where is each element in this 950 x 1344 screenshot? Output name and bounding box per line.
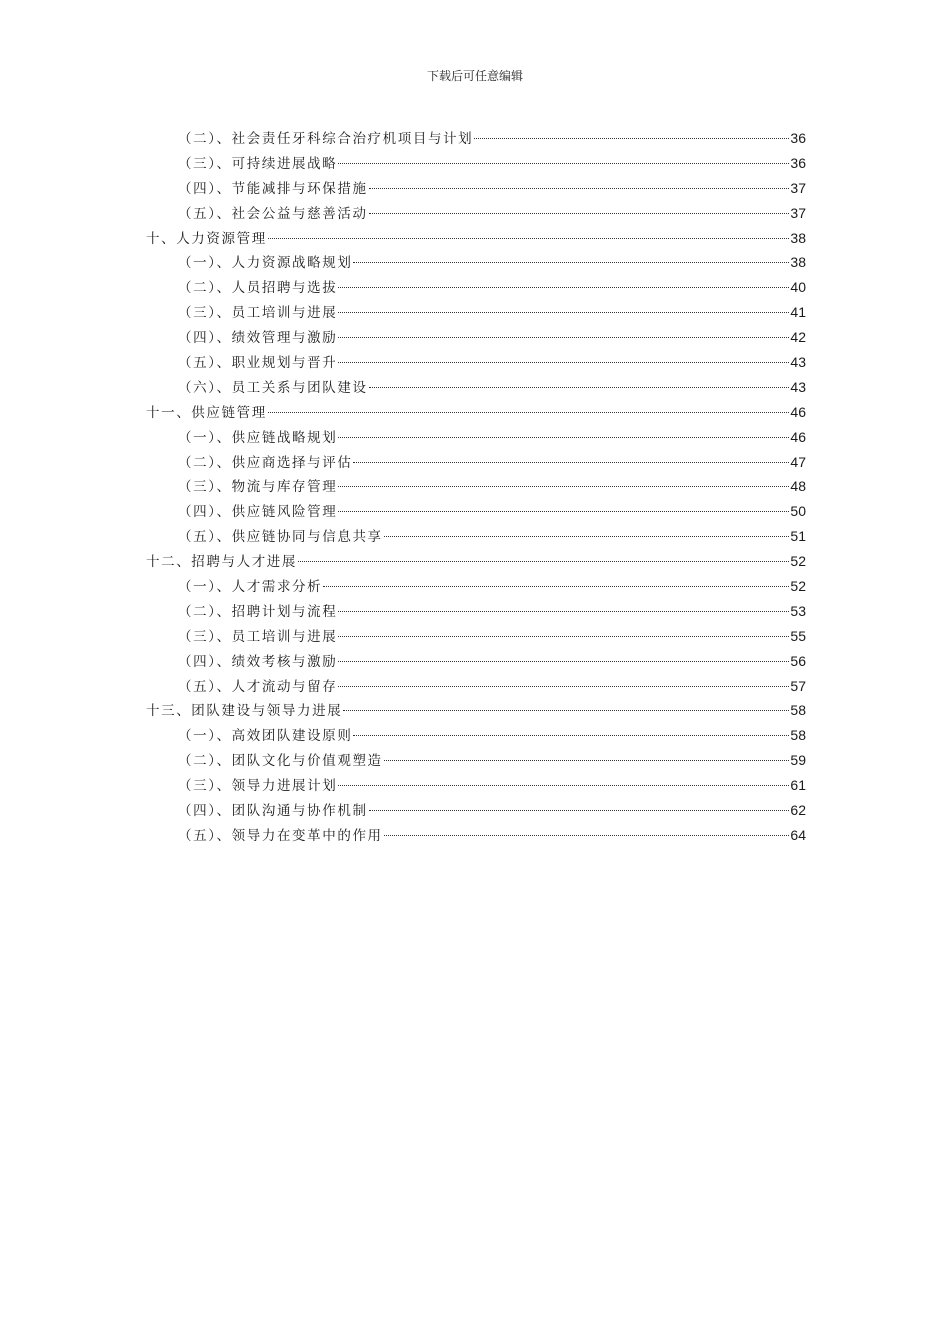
toc-entry-page: 55 bbox=[790, 627, 806, 644]
toc-entry[interactable] bbox=[146, 300, 806, 325]
toc-dot-leader bbox=[338, 785, 789, 786]
toc-entry-title: （五）、供应链协同与信息共享 bbox=[178, 529, 383, 546]
toc-entry-page: 38 bbox=[790, 254, 806, 271]
toc-entry[interactable] bbox=[146, 574, 806, 599]
toc-dot-leader bbox=[338, 163, 789, 164]
toc-entry-page: 59 bbox=[790, 752, 806, 769]
toc-entry[interactable] bbox=[146, 350, 806, 375]
toc-entry-page: 46 bbox=[790, 403, 806, 420]
toc-entry-page: 52 bbox=[790, 578, 806, 595]
toc-entry-title: 十一、供应链管理 bbox=[146, 404, 267, 421]
toc-entry[interactable] bbox=[146, 624, 806, 649]
toc-dot-leader bbox=[323, 586, 789, 587]
toc-entry-title: （五）、人才流动与留存 bbox=[178, 678, 338, 695]
toc-entry-page: 57 bbox=[790, 677, 806, 694]
toc-dot-leader bbox=[474, 138, 789, 139]
toc-entry[interactable] bbox=[146, 698, 806, 723]
toc-entry[interactable] bbox=[146, 450, 806, 475]
toc-entry-page: 58 bbox=[790, 727, 806, 744]
toc-entry-title: （四）、供应链风险管理 bbox=[178, 504, 338, 521]
toc-entry[interactable] bbox=[146, 250, 806, 275]
toc-dot-leader bbox=[338, 661, 789, 662]
toc-entry-title: 十、人力资源管理 bbox=[146, 230, 267, 247]
toc-entry[interactable] bbox=[146, 375, 806, 400]
toc-dot-leader bbox=[338, 486, 789, 487]
toc-dot-leader bbox=[384, 760, 790, 761]
toc-entry-title: （二）、团队文化与价值观塑造 bbox=[178, 753, 383, 770]
toc-entry-title: （四）、节能减排与环保措施 bbox=[178, 180, 368, 197]
toc-entry[interactable] bbox=[146, 773, 806, 798]
toc-entry-title: （二）、社会责任牙科综合治疗机项目与计划 bbox=[178, 131, 474, 147]
toc-entry-title: 十二、招聘与人才进展 bbox=[146, 554, 297, 571]
toc-dot-leader bbox=[298, 561, 789, 562]
toc-dot-leader bbox=[384, 536, 790, 537]
toc-entry-page: 56 bbox=[790, 652, 806, 669]
toc-dot-leader bbox=[338, 636, 789, 637]
toc-entry[interactable] bbox=[146, 400, 806, 425]
toc-entry[interactable] bbox=[146, 524, 806, 549]
toc-entry[interactable] bbox=[146, 748, 806, 773]
toc-entry-title: （三）、物流与库存管理 bbox=[178, 479, 338, 496]
toc-entry-page: 36 bbox=[790, 154, 806, 171]
toc-entry-title: （五）、社会公益与慈善活动 bbox=[178, 205, 368, 222]
toc-entry-title: （一）、高效团队建设原则 bbox=[178, 728, 353, 745]
toc-entry-title: （一）、供应链战略规划 bbox=[178, 429, 338, 446]
toc-entry-page: 52 bbox=[790, 553, 806, 570]
toc-entry-title: （二）、招聘计划与流程 bbox=[178, 603, 338, 620]
toc-dot-leader bbox=[268, 412, 790, 413]
toc-entry-page: 42 bbox=[790, 329, 806, 346]
toc-entry[interactable] bbox=[146, 425, 806, 450]
toc-entry[interactable] bbox=[146, 275, 806, 300]
toc-entry-page: 36 bbox=[790, 130, 806, 146]
toc-entry-page: 51 bbox=[790, 528, 806, 545]
toc-entry-page: 61 bbox=[790, 777, 806, 794]
toc-entry-page: 48 bbox=[790, 478, 806, 495]
toc-entry[interactable] bbox=[146, 474, 806, 499]
toc-entry[interactable] bbox=[146, 599, 806, 624]
toc-entry-page: 40 bbox=[790, 279, 806, 296]
toc-entry-title: （二）、人员招聘与选拔 bbox=[178, 280, 338, 297]
toc-entry[interactable] bbox=[146, 151, 806, 176]
toc-entry-page: 50 bbox=[790, 503, 806, 520]
toc-entry-title: （四）、绩效管理与激励 bbox=[178, 330, 338, 347]
toc-dot-leader bbox=[338, 437, 789, 438]
toc-entry-page: 47 bbox=[790, 453, 806, 470]
toc-entry-page: 38 bbox=[790, 229, 806, 246]
toc-entry-page: 58 bbox=[790, 702, 806, 719]
toc-entry-title: （二）、供应商选择与评估 bbox=[178, 454, 353, 471]
toc-entry-page: 64 bbox=[790, 826, 806, 843]
toc-entry[interactable] bbox=[146, 126, 806, 151]
toc-entry[interactable] bbox=[146, 201, 806, 226]
toc-entry-page: 46 bbox=[790, 428, 806, 445]
toc-entry[interactable] bbox=[146, 798, 806, 823]
toc-entry-page: 62 bbox=[790, 802, 806, 819]
toc-entry[interactable] bbox=[146, 226, 806, 251]
toc-entry[interactable] bbox=[146, 723, 806, 748]
toc-dot-leader bbox=[369, 188, 790, 189]
toc-dot-leader bbox=[338, 611, 789, 612]
toc-dot-leader bbox=[338, 312, 789, 313]
toc-entry-title: （一）、人力资源战略规划 bbox=[178, 255, 353, 272]
toc-entry-page: 43 bbox=[790, 378, 806, 395]
toc-dot-leader bbox=[338, 511, 789, 512]
toc-entry[interactable] bbox=[146, 549, 806, 574]
toc-entry-title: （五）、领导力在变革中的作用 bbox=[178, 827, 383, 844]
toc-dot-leader bbox=[268, 238, 790, 239]
toc-entry-title: （三）、领导力进展计划 bbox=[178, 778, 338, 795]
toc-dot-leader bbox=[338, 686, 789, 687]
toc-dot-leader bbox=[343, 710, 789, 711]
toc-dot-leader bbox=[369, 213, 790, 214]
toc-entry-title: （四）、绩效考核与激励 bbox=[178, 653, 338, 670]
toc-dot-leader bbox=[338, 362, 789, 363]
toc-entry-title: （一）、人才需求分析 bbox=[178, 579, 323, 596]
toc-entry[interactable] bbox=[146, 499, 806, 524]
page-header-note: 下载后可任意编辑 bbox=[426, 69, 523, 83]
toc-entry-page: 43 bbox=[790, 354, 806, 371]
toc-entry[interactable] bbox=[146, 674, 806, 699]
toc-dot-leader bbox=[353, 462, 789, 463]
toc-entry-title: （五）、职业规划与晋升 bbox=[178, 355, 338, 372]
toc-entry-page: 41 bbox=[790, 304, 806, 321]
toc-entry-page: 37 bbox=[790, 179, 806, 196]
toc-entry-page: 53 bbox=[790, 602, 806, 619]
toc-entry-title: （六）、员工关系与团队建设 bbox=[178, 379, 368, 396]
toc-entry-title: （三）、可持续进展战略 bbox=[178, 155, 338, 172]
table-of-contents bbox=[146, 126, 806, 848]
toc-dot-leader bbox=[384, 835, 790, 836]
toc-entry-title: （四）、团队沟通与协作机制 bbox=[178, 803, 368, 820]
toc-dot-leader bbox=[338, 287, 789, 288]
toc-dot-leader bbox=[338, 337, 789, 338]
toc-entry[interactable] bbox=[146, 176, 806, 201]
toc-dot-leader bbox=[369, 810, 790, 811]
toc-entry[interactable] bbox=[146, 649, 806, 674]
toc-entry-title: （三）、员工培训与进展 bbox=[178, 305, 338, 322]
toc-entry[interactable] bbox=[146, 325, 806, 350]
toc-dot-leader bbox=[369, 387, 790, 388]
toc-entry-title: （三）、员工培训与进展 bbox=[178, 628, 338, 645]
toc-dot-leader bbox=[353, 735, 789, 736]
toc-entry-title: 十三、团队建设与领导力进展 bbox=[146, 703, 343, 720]
toc-dot-leader bbox=[353, 262, 789, 263]
toc-entry[interactable] bbox=[146, 823, 806, 848]
toc-entry-page: 37 bbox=[790, 204, 806, 221]
